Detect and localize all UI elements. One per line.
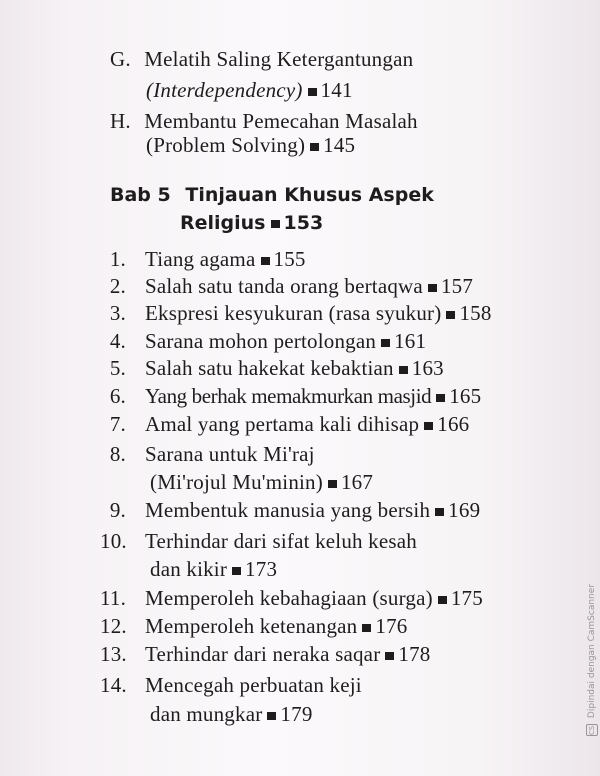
page-number: 145	[323, 133, 356, 157]
page-number: 157	[440, 274, 474, 298]
bullet-square-icon	[232, 567, 241, 575]
item-number: 6.	[109, 384, 126, 408]
item-letter: H.	[110, 109, 131, 133]
page-number: 169	[448, 498, 481, 522]
bullet-square-icon	[261, 257, 270, 265]
item-number: 12.	[100, 614, 127, 638]
list-item	[100, 300, 492, 326]
list-item-cont	[150, 469, 373, 495]
chapter-heading	[110, 182, 434, 208]
list-item	[100, 497, 480, 523]
item-number: 13.	[100, 642, 127, 666]
item-letter: G.	[110, 47, 131, 71]
page-number: 158	[459, 301, 492, 325]
page-number: 163	[411, 356, 444, 380]
bullet-square-icon	[385, 652, 394, 660]
item-text-cont: (Mi'rojul Mu'minin)	[150, 470, 323, 494]
item-text-cont: dan kikir	[150, 557, 228, 581]
item-text: Yang berhak memakmurkan masjid	[145, 384, 432, 408]
page-number: 175	[450, 586, 483, 610]
list-item	[100, 355, 444, 381]
item-number: 7.	[109, 412, 126, 436]
toc-item-h	[110, 108, 418, 134]
chapter-title-cont: Religius	[180, 212, 266, 234]
list-item-cont	[150, 701, 313, 727]
item-text: Ekspresi kesyukuran (rasa syukur)	[145, 301, 442, 325]
item-number: 5.	[109, 356, 126, 380]
bullet-square-icon	[438, 596, 447, 604]
item-number: 1.	[109, 247, 126, 271]
item-number: 8.	[109, 442, 126, 466]
item-text-cont: dan mungkar	[150, 702, 263, 726]
page-number: 165	[449, 384, 482, 408]
item-number: 14.	[100, 673, 127, 697]
list-item	[100, 246, 306, 272]
item-text-cont: (Problem Solving)	[146, 133, 306, 157]
item-text: Salah satu hakekat kebaktian	[145, 356, 394, 380]
item-text: Tiang agama	[145, 247, 256, 271]
camscanner-logo-icon: CS	[588, 725, 596, 735]
page-number: 178	[398, 642, 431, 666]
item-text: Salah satu tanda orang bertaqwa	[145, 274, 423, 298]
page-number: 161	[394, 329, 427, 353]
bullet-square-icon	[399, 366, 408, 374]
page-number: 167	[340, 470, 374, 494]
toc-item-h-cont	[146, 132, 355, 158]
item-text: Memperoleh ketenangan	[145, 614, 358, 638]
list-item	[100, 383, 481, 409]
item-text: Amal yang pertama kali dihisap	[145, 412, 420, 436]
bullet-square-icon	[381, 339, 390, 347]
list-item	[100, 411, 469, 437]
chapter-page-number: 153	[283, 212, 324, 234]
list-item	[100, 613, 407, 639]
list-item	[100, 528, 417, 554]
item-text: Terhindar dari sifat keluh kesah	[145, 529, 417, 553]
watermark-text: Dipindai dengan CamScanner	[587, 584, 597, 719]
page-number: 141	[320, 78, 353, 102]
bullet-square-icon	[424, 422, 433, 430]
toc-item-g	[110, 46, 413, 72]
item-text-cont: (Interdependency)	[146, 78, 303, 102]
list-item	[100, 273, 473, 299]
chapter-heading-cont	[180, 210, 323, 236]
scanner-watermark	[586, 584, 598, 736]
page-number: 173	[245, 557, 278, 581]
item-number: 2.	[109, 274, 126, 298]
bullet-square-icon	[308, 88, 317, 96]
item-text: Terhindar dari neraka saqar	[145, 642, 381, 666]
item-text: Sarana untuk Mi'raj	[145, 442, 315, 466]
chapter-title: Tinjauan Khusus Aspek	[185, 184, 434, 206]
page-number: 155	[273, 247, 306, 271]
list-item-cont	[150, 556, 277, 582]
item-number: 4.	[109, 329, 126, 353]
bullet-square-icon	[271, 220, 280, 228]
list-item	[100, 328, 426, 354]
item-number: 10.	[100, 529, 127, 553]
bullet-square-icon	[436, 394, 445, 402]
item-text: Membentuk manusia yang bersih	[145, 498, 431, 522]
item-number: 3.	[109, 301, 126, 325]
bullet-square-icon	[328, 480, 337, 488]
bullet-square-icon	[428, 284, 437, 292]
list-item	[100, 672, 362, 698]
page-number: 179	[280, 702, 313, 726]
bullet-square-icon	[362, 624, 371, 632]
bullet-square-icon	[435, 508, 444, 516]
page-number: 166	[437, 412, 470, 436]
bullet-square-icon	[310, 143, 319, 151]
chapter-label: Bab 5	[110, 184, 171, 206]
list-item	[100, 441, 315, 467]
list-item	[100, 585, 483, 611]
item-number: 9.	[109, 498, 126, 522]
item-number: 11.	[100, 586, 127, 610]
item-text: Memperoleh kebahagiaan (surga)	[145, 586, 433, 610]
item-text: Sarana mohon pertolongan	[145, 329, 377, 353]
page-number: 176	[375, 614, 408, 638]
item-text: Melatih Saling Ketergantungan	[144, 47, 414, 71]
item-text: Mencegah perbuatan keji	[145, 673, 362, 697]
list-item	[100, 641, 431, 667]
item-text: Membantu Pemecahan Masalah	[144, 109, 418, 133]
bullet-square-icon	[267, 712, 276, 720]
toc-item-g-cont	[146, 77, 353, 103]
bullet-square-icon	[446, 311, 455, 319]
